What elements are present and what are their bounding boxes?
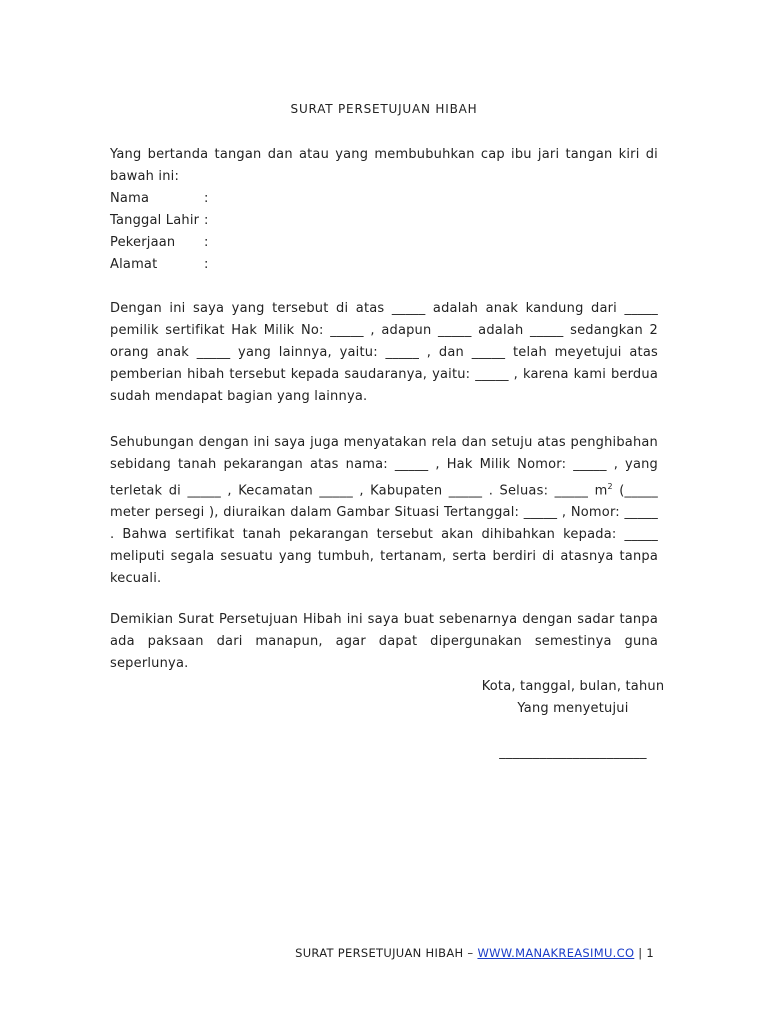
paragraph-2-part1: Sehubungan dengan ini saya juga menyatakan rela dan setuju atas penghibahan sebidang tanah pekarangan atas nama: _____ , Hak Milik Nomor: _____ , yang terletak di _____ , Kecamatan _____ , Kabupaten _____ . Seluas: _____ m: [110, 435, 658, 499]
field-alamat: [110, 254, 658, 276]
paragraph-2-part2: (_____ meter persegi ), diuraikan dalam Gambar Situasi Tertanggal: _____ , Nomor: _____ . Bahwa sertifikat tanah pekarangan tersebut akan dihibahkan kepada: _____ meliputi segala sesuatu yang tumbuh, tertanam, serta berdiri di atasnya tanpa kecuali.: [110, 483, 658, 587]
field-colon: :: [204, 213, 209, 228]
field-label: Nama: [110, 191, 150, 206]
intro-paragraph: Yang bertanda tangan dan atau yang membubuhkan cap ibu jari tangan kiri di bawah ini:: [110, 147, 658, 184]
signature-line: ______________________: [499, 745, 647, 760]
identity-section: [110, 144, 658, 276]
field-pekerjaan: [110, 232, 658, 254]
field-label: Alamat: [110, 257, 158, 272]
superscript-squared: 2: [607, 482, 613, 491]
field-nama: [110, 188, 658, 210]
paragraph-2-text: [110, 432, 658, 590]
paragraph-2: [110, 432, 658, 590]
page-footer: [295, 946, 654, 960]
field-colon: :: [204, 191, 209, 206]
paragraph-1: [110, 298, 658, 408]
document-title: SURAT PERSETUJUAN HIBAH: [290, 102, 478, 116]
field-label: Tanggal Lahir: [110, 213, 200, 228]
signature-role: Yang menyetujui: [517, 701, 629, 716]
field-colon: :: [204, 235, 209, 250]
signature-block: [470, 676, 676, 764]
paragraph-3: [110, 609, 658, 675]
field-colon: :: [204, 257, 209, 272]
paragraph-3-text: Demikian Surat Persetujuan Hibah ini saya buat sebenarnya dengan sadar tanpa ada paksaan dari manapun, agar dapat dipergunakan semestinya guna seperlunya.: [110, 612, 658, 671]
field-label: Pekerjaan: [110, 235, 176, 250]
field-tanggal-lahir: [110, 210, 658, 232]
signature-place-date: Kota, tanggal, bulan, tahun: [481, 679, 665, 694]
footer-page-number: | 1: [634, 946, 654, 960]
paragraph-1-text: Dengan ini saya yang tersebut di atas _____ adalah anak kandung dari _____ pemilik sertifikat Hak Milik No: _____ , adapun _____ adalah _____ sedangkan 2 orang anak _____ yang lainnya, yaitu: _____ , dan _____ telah meyetujui atas pemberian hibah tersebut kepada saudaranya, yaitu: _____ , karena kami berdua sudah mendapat bagian yang lainnya.: [110, 301, 658, 404]
footer-link[interactable]: WWW.MANAKREASIMU.CO: [477, 946, 635, 960]
footer-text: SURAT PERSETUJUAN HIBAH –: [295, 946, 478, 960]
